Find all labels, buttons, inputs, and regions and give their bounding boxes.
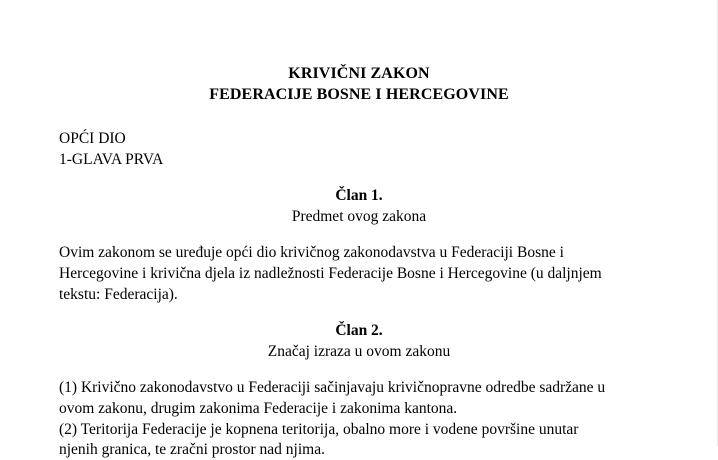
article-1-subheading: Predmet ovog zakona: [291, 208, 427, 225]
article-2-line-3: (2) Teritorija Federacije je kopnena teritorija, obalno more i vodene površine unutar: [59, 421, 579, 438]
article-2-line-4: njenih granica, te zračni prostor nad njima.: [59, 441, 325, 458]
article-2-subheading: Značaj izraza u ovom zakonu: [267, 343, 451, 360]
article-2-line-2: ovom zakonu, drugim zakonima Federacije i zakonima kantona.: [59, 400, 458, 417]
article-2-heading: Član 2.: [335, 322, 383, 339]
article-1-line-1: Ovim zakonom se uređuje opći dio krivičnog zakonodavstva u Federaciji Bosne i: [59, 244, 564, 261]
article-2-line-1: (1) Krivično zakonodavstvo u Federaciji sačinjavaju krivičnopravne odredbe sadržane u: [59, 379, 606, 396]
section-label: OPĆI DIO: [59, 130, 126, 147]
article-1-line-3: tekstu: Federacija).: [59, 286, 178, 303]
article-1-heading: Član 1.: [335, 187, 383, 204]
article-1-line-2: Hercegovine i krivična djela iz nadležnosti Federacije Bosne i Hercegovine (u daljnjem: [59, 265, 602, 282]
document-title-line-2: FEDERACIJE BOSNE I HERCEGOVINE: [209, 86, 509, 103]
chapter-label: 1-GLAVA PRVA: [59, 151, 164, 168]
document-title-line-1: KRIVIČNI ZAKON: [288, 65, 430, 82]
